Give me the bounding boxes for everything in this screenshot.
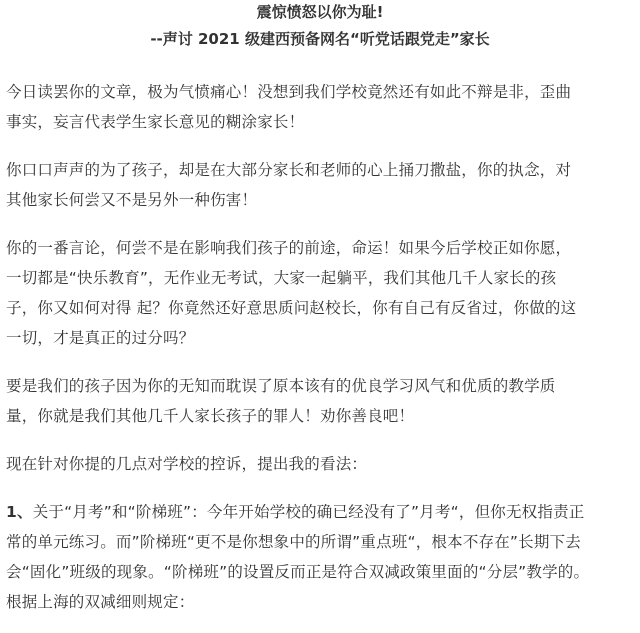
- paragraph-3: [6, 233, 638, 353]
- paragraph-line: 量，你就是我们其他几千人家长孩子的罪人！劝你善良吧！: [6, 407, 415, 425]
- paragraph-1: [6, 77, 638, 137]
- paragraph-line: 其他家长何尝又不是另外一种伤害！: [6, 191, 258, 209]
- article-subtitle: --声讨 2021 级建西预备网名“听党话跟党走”家长: [150, 30, 490, 48]
- paragraph-5: [6, 449, 638, 479]
- paragraph-line: 一切，才是真正的过分吗？: [6, 329, 195, 347]
- paragraph-line: 事实，妄言代表学生家长意见的糊涂家长！: [6, 113, 305, 131]
- list-number: 1、: [6, 503, 33, 521]
- paragraph-line: [6, 497, 638, 527]
- paragraph-line: 一切都是“快乐教育”，无作业无考试，大家一起躺平，我们其他几千人家长的孩: [6, 269, 557, 287]
- paragraph-line: 现在针对你提的几点对学校的控诉，提出我的看法：: [6, 455, 368, 473]
- paragraph-line: 根据上海的双减细则规定：: [6, 593, 195, 611]
- article-title: 震惊愤怒以你为耻!: [256, 3, 384, 21]
- paragraph-line: 会“固化”班级的现象。“阶梯班”的设置反而正是符合双减政策里面的“分层”教学的。: [6, 563, 590, 581]
- paragraph-line-text: 关于“月考”和“阶梯班”：今年开始学校的确已经没有了”月考“，但你无权指责正: [32, 503, 585, 521]
- paragraph-line: 今日读罢你的文章，极为气愤痛心！没想到我们学校竟然还有如此不辩是非，歪曲: [6, 83, 572, 101]
- paragraph-line: 你口口声声的为了孩子，却是在大部分家长和老师的心上捅刀撒盐，你的执念，对: [6, 161, 572, 179]
- paragraph-2: [6, 155, 638, 215]
- paragraph-line: 要是我们的孩子因为你的无知而耽误了原本该有的优良学习风气和优质的教学质: [6, 377, 556, 395]
- paragraph-4: [6, 371, 638, 431]
- paragraph-line: 你的一番言论，何尝不是在影响我们孩子的前途，命运！如果今后学校正如你愿，: [6, 239, 572, 257]
- paragraph-6: [6, 497, 638, 617]
- paragraph-line: 子，你又如何对得 起？你竟然还好意思质问赵校长，你有自己有反省过，你做的这: [6, 299, 577, 317]
- paragraph-line: 常的单元练习。而”阶梯班“更不是你想象中的所谓”重点班“，根本不存在”长期下去: [6, 533, 581, 551]
